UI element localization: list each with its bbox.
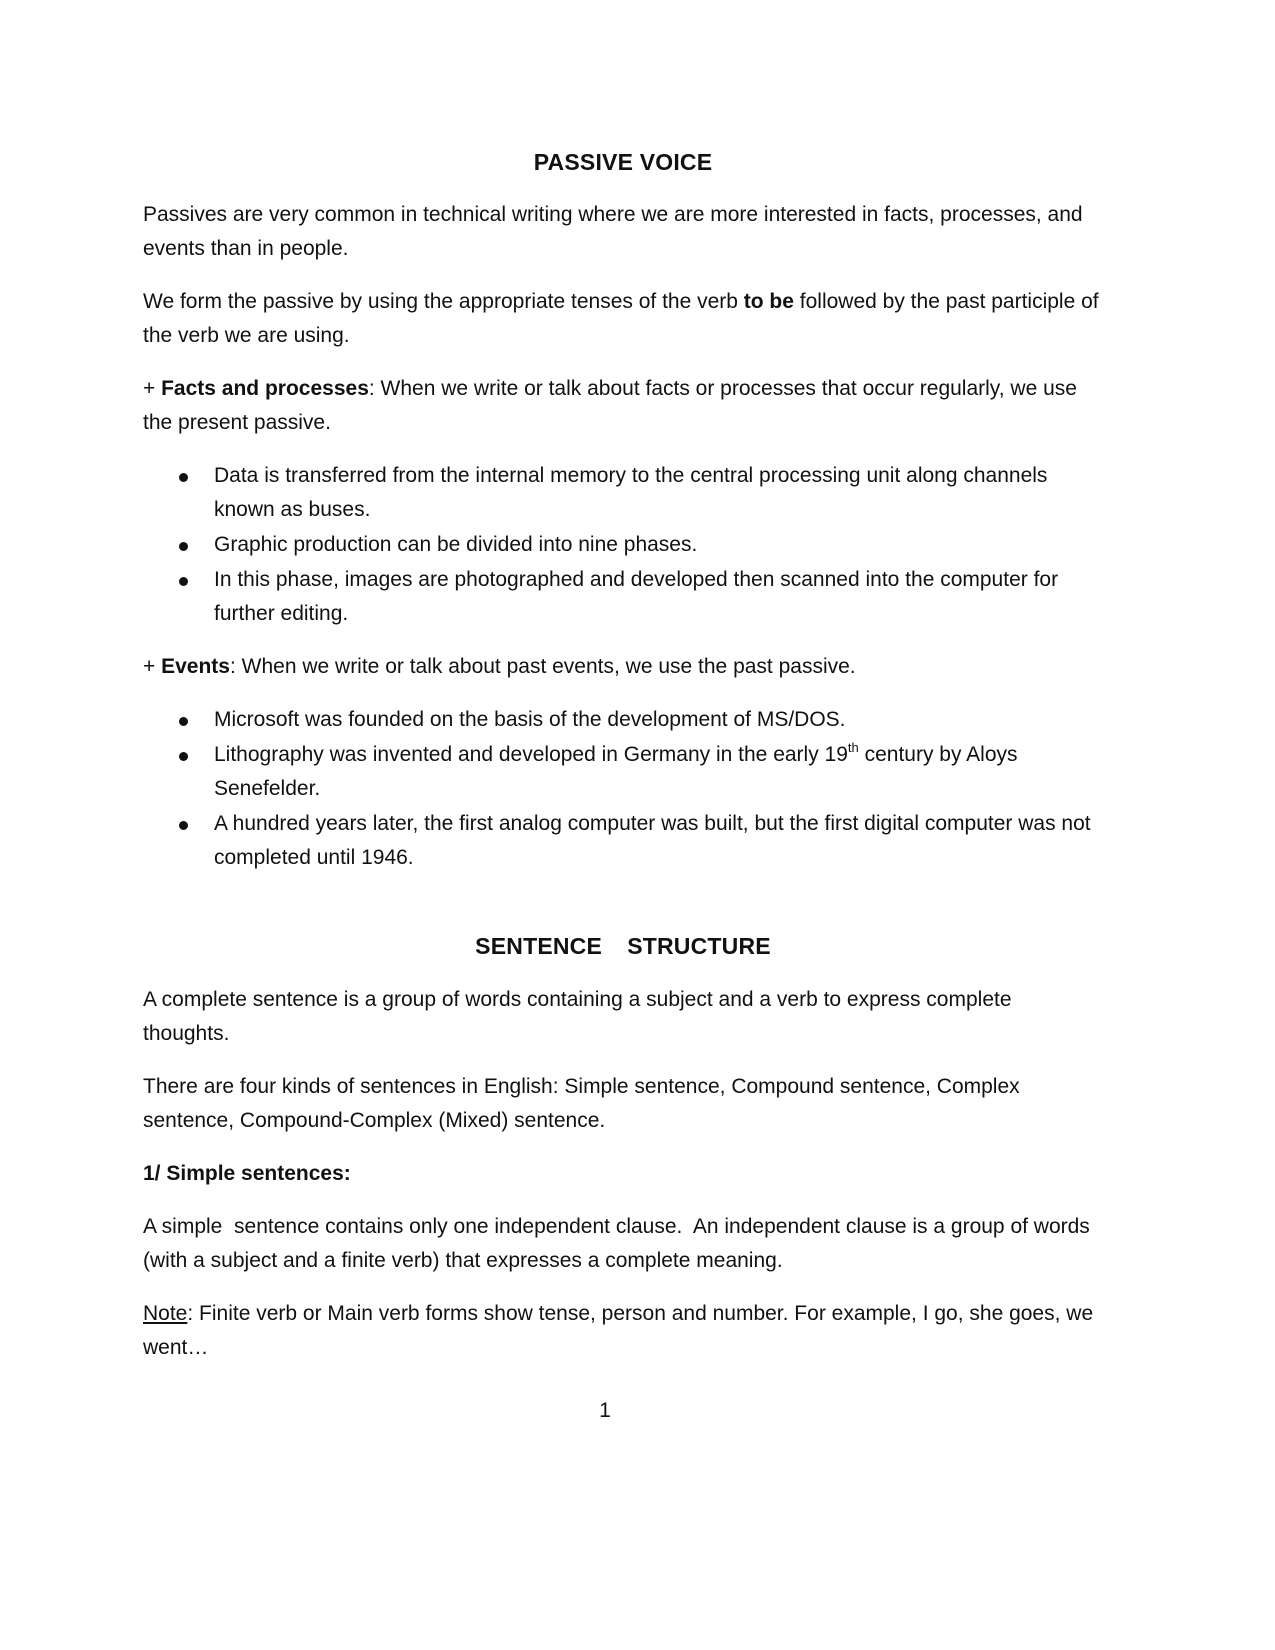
list-facts-examples	[143, 459, 1103, 631]
bullet-icon	[179, 821, 188, 830]
note-label: Note	[143, 1302, 188, 1325]
paragraph-facts-processes	[143, 372, 1103, 440]
list-item-text: In this phase, images are photographed and developed then scanned into the computer for further editing.	[214, 568, 1059, 625]
paragraph-events	[143, 650, 1103, 684]
text-segment: followed by the past participle of the verb we are using.	[143, 290, 1099, 347]
list-item	[143, 563, 1103, 631]
bold-term-events: Events	[161, 655, 230, 678]
list-item	[143, 459, 1103, 527]
list-item	[143, 703, 1103, 737]
paragraph-passive-intro: Passives are very common in technical writing where we are more interested in facts, processes, and events than in people.	[143, 203, 1083, 260]
list-events-examples	[143, 703, 1103, 875]
list-item-text: Data is transferred from the internal memory to the central processing unit along channels known as buses.	[214, 464, 1048, 521]
list-item	[143, 528, 1103, 562]
text-segment: +	[143, 655, 162, 678]
paragraph-passive-form	[143, 285, 1103, 353]
paragraph-note	[143, 1297, 1103, 1365]
bold-term-to-be: to be	[743, 290, 794, 313]
note-text: : Finite verb or Main verb forms show tense, person and number. For example, I go, she goes, we went…	[143, 1302, 1094, 1359]
paragraph-simple-sentence: A simple sentence contains only one independent clause. An independent clause is a group of words (with a subject and a finite verb) that expresses a complete meaning.	[143, 1215, 1096, 1272]
heading-passive-voice: PASSIVE VOICE	[533, 149, 713, 175]
bullet-icon	[179, 473, 188, 482]
heading-sentence-structure: SENTENCE STRUCTURE	[475, 933, 771, 959]
bullet-icon	[179, 752, 188, 761]
paragraph-complete-sentence: A complete sentence is a group of words containing a subject and a verb to express complete thoughts.	[143, 988, 1012, 1045]
subheading-simple-sentences: 1/ Simple sentences:	[143, 1162, 351, 1185]
text-segment: : When we write or talk about past events, we use the past passive.	[229, 655, 856, 678]
text-segment: : When we write or talk about facts or processes that occur regularly, we use the present passive.	[143, 377, 1077, 434]
list-item	[143, 807, 1103, 875]
list-item-text: Lithography was invented and developed in Germany in the early 19	[214, 743, 848, 766]
bullet-icon	[179, 577, 188, 586]
list-item-text: Graphic production can be divided into nine phases.	[214, 533, 698, 556]
text-segment: +	[143, 377, 162, 400]
text-segment: We form the passive by using the appropriate tenses of the verb	[143, 290, 744, 313]
superscript-th: th	[847, 740, 859, 755]
page-number: 1	[599, 1399, 611, 1422]
bold-term-facts-processes: Facts and processes	[161, 377, 369, 400]
paragraph-sentence-kinds: There are four kinds of sentences in English: Simple sentence, Compound sentence, Complex sentence, Compound-Complex (Mixed) sentence.	[143, 1075, 1020, 1132]
page-content	[143, 145, 1103, 1384]
list-item-text: century by Aloys Senefelder.	[214, 743, 1018, 800]
list-item	[143, 738, 1103, 806]
list-item-text: A hundred years later, the first analog computer was built, but the first digital computer was not completed until 1946.	[214, 812, 1091, 869]
bullet-icon	[179, 717, 188, 726]
bullet-icon	[179, 542, 188, 551]
list-item-text: Microsoft was founded on the basis of the development of MS/DOS.	[214, 708, 846, 731]
